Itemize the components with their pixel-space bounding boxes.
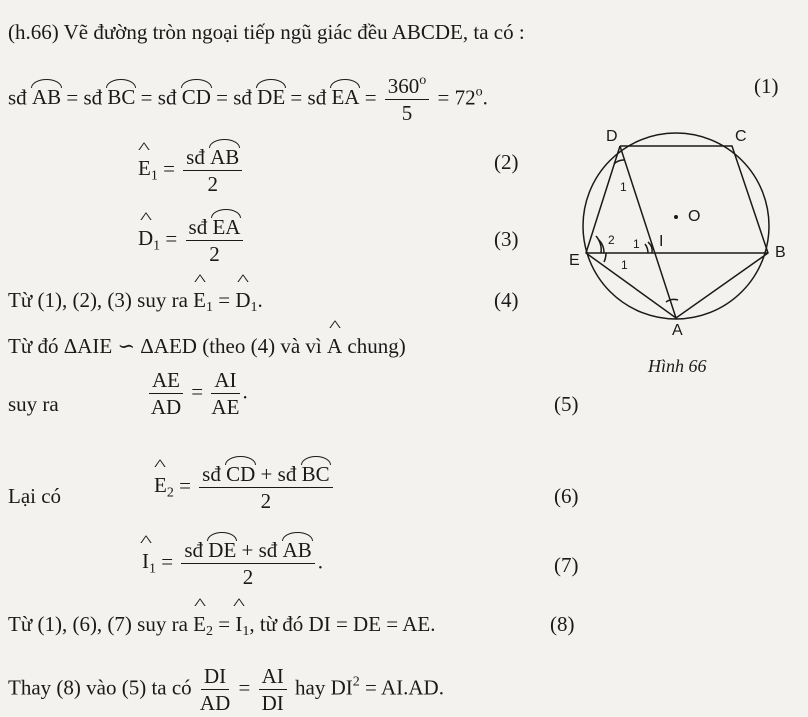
similarity-line: Từ đó ΔAIE ∽ ΔAED (theo (4) và vì ^ A chung) (8, 334, 406, 358)
center-dot (674, 215, 678, 219)
final-line: Thay (8) vào (5) ta có $\frac{DI}{AD}$ = $\frac{AI}{DI}$ hay $DI^2 = AI.AD$. (8, 664, 444, 715)
equation-2: ^ $E_1$ = $\frac{\text{sđ AB}}{2}$ (138, 145, 245, 196)
equation-1: sđ AB = sđ BC = sđ CD = sđ DE = sđ EA = $\frac{360^o}{5}$ = 72$^o$. (8, 73, 488, 125)
line-4: Từ (1), (2), (3) suy ra ^ $E_1$ = ^ $D_1$. (8, 288, 263, 312)
equation-6-intro: Lại có (8, 484, 62, 508)
equation-label-2: (2) (494, 150, 519, 174)
arc-ea: EA (331, 85, 360, 110)
circumcircle (583, 133, 769, 319)
point-label-e: E (569, 252, 580, 269)
point-label-i: I (659, 233, 664, 250)
figure-caption: Hình 66 (648, 356, 707, 376)
point-label-d: D (606, 128, 618, 145)
point-label-c: C (735, 128, 747, 145)
equation-3: ^ $D_1$ = $\frac{\text{sđ EA}}{2}$ (138, 215, 246, 266)
equation-6: ^ $E_2$ = $\frac{\text{sđ CD + sđ BC}}{2}$ (154, 462, 336, 513)
equation-5: $\frac{AE}{AD}$ = $\frac{AI}{AE}$ . (150, 368, 248, 419)
arc-bc: BC (107, 85, 136, 110)
equation-label-3: (3) (494, 227, 519, 251)
arc-cd: CD (181, 85, 211, 110)
angle-label-i1: 1 (633, 237, 640, 251)
equation-label-7: (7) (554, 553, 579, 577)
angle-label-e1: 1 (621, 258, 628, 272)
equation-5-intro: suy ra (8, 392, 59, 416)
equation-7: ^ $I_1$ = $\frac{\text{sđ DE + sđ AB}}{2}$ . (142, 538, 323, 589)
angle-mark-e1 (604, 253, 606, 262)
angle-label-e2: 2 (608, 233, 615, 247)
point-label-b: B (775, 244, 786, 261)
point-label-a: A (672, 322, 683, 339)
point-label-o: O (688, 208, 701, 225)
fraction-360-over-5: $\frac{360^o}{5}$ (385, 74, 430, 125)
equation-label-6: (6) (554, 484, 579, 508)
equation-label-4: (4) (494, 288, 519, 312)
equation-label-8: (8) (550, 612, 575, 636)
angle-label-d1: 1 (620, 180, 627, 194)
equation-label-1: (1) (754, 74, 779, 98)
line-8: Từ (1), (6), (7) suy ra ^ $E_2$ = ^ $I_1$, từ đó DI = DE = AE. (8, 612, 435, 636)
angle-mark-i1-double (645, 244, 648, 253)
intro-text: (h.66) Vẽ đường tròn ngoại tiếp ngũ giác đều ABCDE, ta có : (8, 20, 525, 44)
angle-mark-a (666, 299, 678, 302)
diagonal-da (620, 146, 676, 318)
equation-label-5: (5) (554, 392, 579, 416)
arc-ab: AB (31, 85, 62, 110)
angle-mark-e2-double (596, 236, 601, 253)
arc-de: DE (257, 85, 286, 110)
